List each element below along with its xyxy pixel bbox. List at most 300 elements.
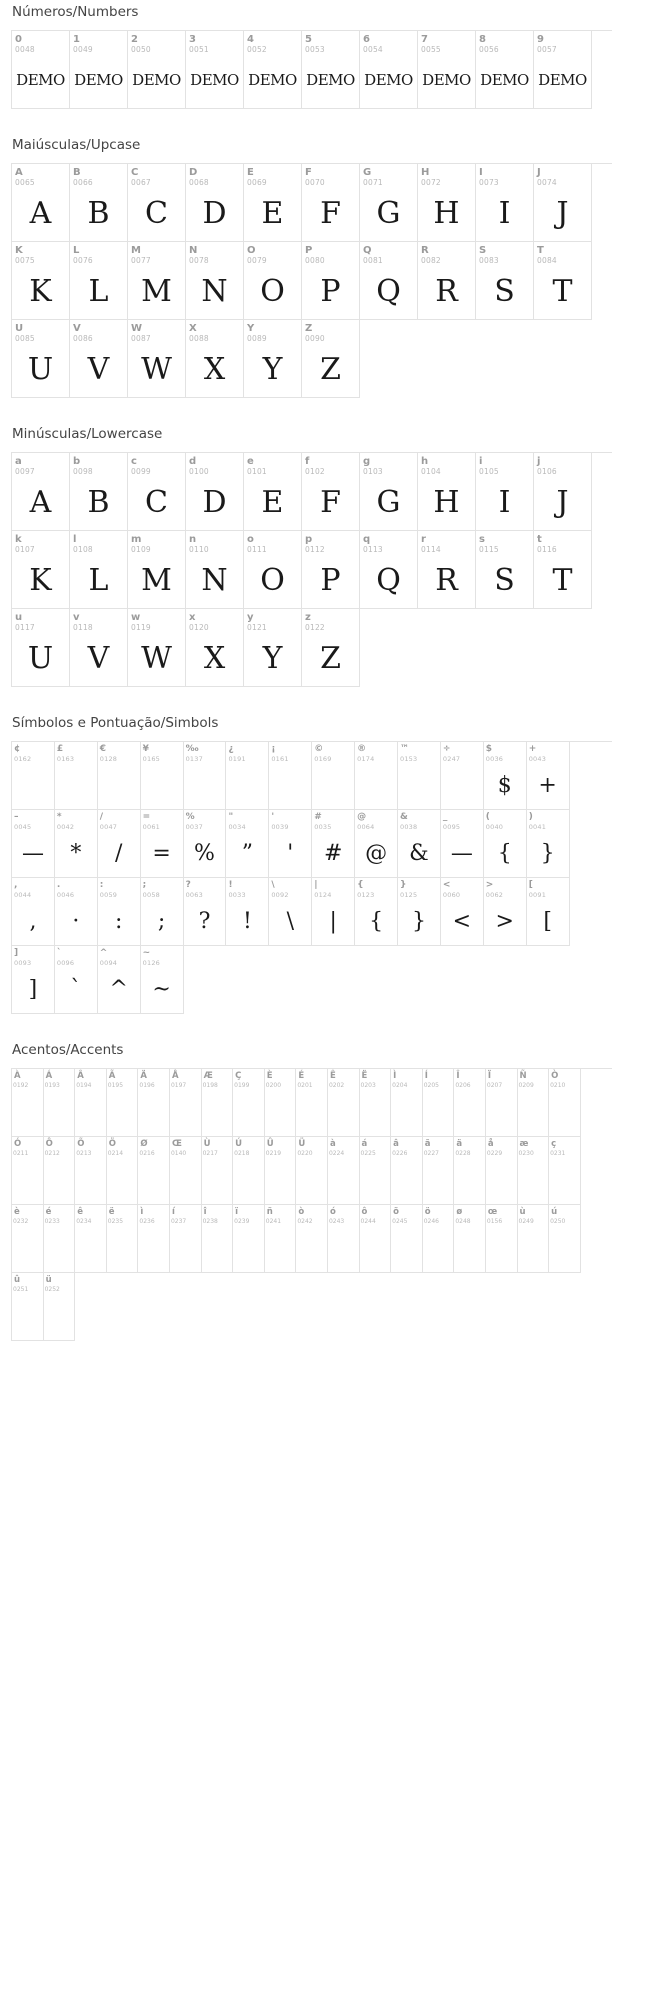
glyph-cell[interactable] <box>418 31 476 109</box>
glyph-cell[interactable] <box>527 878 570 946</box>
glyph-cell[interactable] <box>360 1205 392 1273</box>
glyph-cell[interactable] <box>202 1137 234 1205</box>
glyph-cell[interactable] <box>454 1137 486 1205</box>
glyph-cell[interactable] <box>549 1069 581 1137</box>
glyph-cell[interactable] <box>70 609 128 687</box>
glyph-cell[interactable] <box>312 810 355 878</box>
glyph-code-label: 0082 <box>421 256 441 265</box>
glyph-code-label: 0079 <box>247 256 267 265</box>
glyph-char-label: e <box>247 456 254 467</box>
glyph-sample: V <box>87 352 110 387</box>
glyph-code-label: 0066 <box>73 178 93 187</box>
glyph-char-label: ) <box>528 812 533 822</box>
glyph-cell[interactable] <box>391 1137 423 1205</box>
glyph-sample: T <box>552 274 573 309</box>
glyph-cell[interactable] <box>486 1137 518 1205</box>
glyph-char-label: W <box>131 323 143 334</box>
glyph-cell[interactable] <box>476 31 534 109</box>
glyph-cell[interactable] <box>418 164 476 242</box>
glyph-cell[interactable] <box>12 1273 44 1341</box>
glyph-code-label: 0123 <box>357 891 375 899</box>
glyph-cell[interactable] <box>138 1137 170 1205</box>
glyph-cell[interactable] <box>269 742 312 810</box>
glyph-cell[interactable] <box>418 531 476 609</box>
glyph-code-label: 0249 <box>518 1218 534 1225</box>
glyph-sample: % <box>194 841 215 866</box>
glyph-cell[interactable] <box>484 878 527 946</box>
glyph-code-label: 0214 <box>107 1150 124 1157</box>
glyph-cell[interactable] <box>138 1069 170 1137</box>
glyph-sample: Z <box>320 352 341 387</box>
glyph-cell[interactable] <box>12 1069 44 1137</box>
glyph-sample: DEMO <box>364 71 413 89</box>
glyph-cell[interactable] <box>244 242 302 320</box>
glyph-cell[interactable] <box>128 609 186 687</box>
glyph-cell[interactable] <box>549 1137 581 1205</box>
glyph-cell[interactable] <box>44 1069 76 1137</box>
glyph-cell[interactable] <box>518 1069 550 1137</box>
glyph-cell[interactable] <box>170 1137 202 1205</box>
glyph-cell[interactable] <box>441 742 484 810</box>
glyph-code-label: 0070 <box>305 178 325 187</box>
glyph-char-label: H <box>421 167 430 178</box>
glyph-cell[interactable] <box>12 1137 44 1205</box>
glyph-code-label: 0239 <box>234 1218 250 1225</box>
glyph-cell[interactable] <box>244 164 302 242</box>
glyph-cell[interactable] <box>302 320 360 398</box>
glyph-cell[interactable] <box>186 242 244 320</box>
glyph-code-label: 0117 <box>15 623 35 632</box>
glyph-code-label: 0251 <box>13 1286 29 1293</box>
glyph-char-label: ü <box>45 1275 52 1285</box>
glyph-sample: ~ <box>152 977 171 1002</box>
glyph-code-label: 0086 <box>73 334 93 343</box>
glyph-char-label: õ <box>393 1207 399 1217</box>
glyph-cell[interactable] <box>518 1205 550 1273</box>
glyph-code-label: 0096 <box>56 959 75 967</box>
glyph-cell[interactable] <box>355 810 398 878</box>
glyph-cell[interactable] <box>184 742 227 810</box>
glyph-cell[interactable] <box>186 531 244 609</box>
glyph-char-label: Ë <box>361 1071 368 1081</box>
glyph-cell[interactable] <box>398 742 441 810</box>
glyph-cell[interactable] <box>418 453 476 531</box>
glyph-code-label: 0229 <box>486 1150 503 1157</box>
glyph-code-label: 0206 <box>455 1082 471 1089</box>
glyph-char-label: b <box>73 456 81 467</box>
glyph-char-label: m <box>131 534 142 545</box>
glyph-char-label: ò <box>298 1207 305 1217</box>
glyph-cell[interactable] <box>55 946 98 1014</box>
glyph-section-uppercase <box>0 137 661 398</box>
glyph-cell[interactable] <box>233 1137 265 1205</box>
glyph-cell[interactable] <box>107 1137 139 1205</box>
glyph-sample: F <box>320 196 341 231</box>
glyph-code-label: 0111 <box>247 545 267 554</box>
glyph-cell[interactable] <box>423 1137 455 1205</box>
glyph-cell[interactable] <box>12 453 70 531</box>
glyph-sample: K <box>29 274 52 309</box>
glyph-code-label: 0195 <box>107 1082 124 1089</box>
glyph-code-label: 0108 <box>73 545 93 554</box>
glyph-cell[interactable] <box>484 810 527 878</box>
glyph-sample: ` <box>70 977 82 1002</box>
glyph-cell[interactable] <box>355 742 398 810</box>
glyph-cell[interactable] <box>98 878 141 946</box>
glyph-char-label: Ì <box>393 1071 397 1081</box>
glyph-cell[interactable] <box>70 31 128 109</box>
glyph-cell[interactable] <box>360 31 418 109</box>
glyph-cell[interactable] <box>244 320 302 398</box>
glyph-cell[interactable] <box>328 1205 360 1273</box>
glyph-code-label: 0113 <box>363 545 383 554</box>
glyph-cell[interactable] <box>296 1137 328 1205</box>
glyph-sample: L <box>88 563 109 598</box>
glyph-code-label: 0057 <box>537 45 557 54</box>
glyph-char-label: ñ <box>266 1207 273 1217</box>
glyph-code-label: 0165 <box>142 755 161 763</box>
glyph-cell[interactable] <box>302 31 360 109</box>
glyph-cell[interactable] <box>534 242 592 320</box>
glyph-char-label: } <box>400 880 407 890</box>
glyph-cell[interactable] <box>55 742 98 810</box>
glyph-sample: I <box>498 485 511 520</box>
glyph-cell[interactable] <box>296 1205 328 1273</box>
glyph-code-label: 0043 <box>528 755 547 763</box>
glyph-char-label: p <box>305 534 313 545</box>
glyph-char-label: M <box>131 245 141 256</box>
glyph-cell[interactable] <box>70 453 128 531</box>
glyph-cell[interactable] <box>244 453 302 531</box>
glyph-cell[interactable] <box>265 1137 297 1205</box>
glyph-cell[interactable] <box>269 878 312 946</box>
glyph-code-label: 0128 <box>99 755 118 763</box>
glyph-code-label: 0075 <box>15 256 35 265</box>
glyph-cell[interactable] <box>476 453 534 531</box>
glyph-code-label: 0106 <box>537 467 557 476</box>
glyph-code-label: 0046 <box>56 891 75 899</box>
glyph-char-label: Ç <box>235 1071 242 1081</box>
glyph-char-label: a <box>15 456 22 467</box>
glyph-cell[interactable] <box>184 878 227 946</box>
glyph-cell[interactable] <box>128 320 186 398</box>
glyph-cell[interactable] <box>527 810 570 878</box>
glyph-cell[interactable] <box>98 742 141 810</box>
glyph-code-label: 0232 <box>13 1218 29 1225</box>
glyph-char-label: à <box>329 1139 336 1149</box>
glyph-code-label: 0048 <box>15 45 35 54</box>
glyph-cell[interactable] <box>269 810 312 878</box>
glyph-code-label: 0077 <box>131 256 151 265</box>
glyph-code-label: 0071 <box>363 178 383 187</box>
glyph-cell[interactable] <box>70 531 128 609</box>
glyph-cell[interactable] <box>128 531 186 609</box>
glyph-cell[interactable] <box>107 1069 139 1137</box>
glyph-char-label: – <box>14 812 19 822</box>
glyph-cell[interactable] <box>12 320 70 398</box>
glyph-code-label: 0200 <box>265 1082 282 1089</box>
glyph-cell[interactable] <box>107 1205 139 1273</box>
glyph-cell[interactable] <box>12 31 70 109</box>
glyph-sample: | <box>329 909 337 934</box>
glyph-sample: — <box>450 841 473 866</box>
glyph-sample: S <box>494 274 515 309</box>
glyph-cell[interactable] <box>226 878 269 946</box>
glyph-cell[interactable] <box>141 742 184 810</box>
glyph-code-label: 0230 <box>518 1150 534 1157</box>
glyph-cell[interactable] <box>12 878 55 946</box>
glyph-char-label: ¡ <box>271 744 276 754</box>
glyph-cell[interactable] <box>170 1205 202 1273</box>
glyph-cell[interactable] <box>233 1069 265 1137</box>
glyph-code-label: 0060 <box>442 891 461 899</box>
glyph-grid-symbols <box>11 741 612 1014</box>
glyph-cell[interactable] <box>12 609 70 687</box>
glyph-cell[interactable] <box>141 946 184 1014</box>
glyph-cell[interactable] <box>391 1069 423 1137</box>
glyph-cell[interactable] <box>55 810 98 878</box>
glyph-cell[interactable] <box>128 453 186 531</box>
glyph-cell[interactable] <box>486 1069 518 1137</box>
glyph-cell[interactable] <box>98 946 141 1014</box>
glyph-cell[interactable] <box>360 1069 392 1137</box>
glyph-code-label: 0202 <box>328 1082 345 1089</box>
glyph-char-label: ä <box>456 1139 463 1149</box>
glyph-cell[interactable] <box>128 31 186 109</box>
glyph-cell[interactable] <box>12 810 55 878</box>
glyph-cell[interactable] <box>534 164 592 242</box>
glyph-cell[interactable] <box>360 242 418 320</box>
glyph-char-label: Á <box>45 1071 53 1081</box>
glyph-cell[interactable] <box>44 1273 76 1341</box>
glyph-sample: ' <box>287 841 294 866</box>
glyph-cell[interactable] <box>186 453 244 531</box>
glyph-sample: — <box>21 841 44 866</box>
glyph-cell[interactable] <box>398 878 441 946</box>
glyph-cell[interactable] <box>534 453 592 531</box>
glyph-sample: ; <box>157 909 166 934</box>
glyph-sample: } <box>411 909 426 934</box>
glyph-code-label: 0065 <box>15 178 35 187</box>
glyph-char-label: E <box>247 167 254 178</box>
glyph-cell[interactable] <box>98 810 141 878</box>
glyph-char-label: ' <box>271 812 275 822</box>
glyph-cell[interactable] <box>44 1137 76 1205</box>
glyph-char-label: 8 <box>479 34 486 45</box>
glyph-char-label: è <box>14 1207 20 1217</box>
glyph-cell[interactable] <box>296 1069 328 1137</box>
glyph-cell[interactable] <box>184 810 227 878</box>
glyph-cell[interactable] <box>75 1205 107 1273</box>
glyph-cell[interactable] <box>233 1205 265 1273</box>
glyph-cell[interactable] <box>265 1205 297 1273</box>
glyph-char-label: ã <box>424 1139 431 1149</box>
glyph-char-label: , <box>14 880 18 890</box>
glyph-cell[interactable] <box>226 742 269 810</box>
glyph-cell[interactable] <box>302 609 360 687</box>
glyph-cell[interactable] <box>398 810 441 878</box>
glyph-char-label: î <box>203 1207 207 1217</box>
glyph-cell[interactable] <box>441 878 484 946</box>
glyph-cell[interactable] <box>454 1205 486 1273</box>
glyph-code-label: 0047 <box>99 823 118 831</box>
glyph-code-label: 0199 <box>234 1082 250 1089</box>
glyph-char-label: P <box>305 245 313 256</box>
glyph-code-label: 0039 <box>271 823 289 831</box>
glyph-cell[interactable] <box>312 878 355 946</box>
glyph-char-label: å <box>487 1139 494 1149</box>
glyph-cell[interactable] <box>12 531 70 609</box>
glyph-cell[interactable] <box>328 1069 360 1137</box>
glyph-code-label: 0207 <box>486 1082 503 1089</box>
glyph-cell[interactable] <box>360 164 418 242</box>
glyph-cell[interactable] <box>70 164 128 242</box>
glyph-cell[interactable] <box>476 242 534 320</box>
section-title-symbols: Símbolos e Pontuação/Simbols <box>12 715 219 731</box>
glyph-sample: J <box>556 485 569 520</box>
glyph-sample: A <box>29 485 52 520</box>
glyph-code-label: 0204 <box>392 1082 408 1089</box>
glyph-sample: L <box>88 274 109 309</box>
glyph-code-label: 0072 <box>421 178 441 187</box>
glyph-cell[interactable] <box>534 31 592 109</box>
glyph-char-label: Œ <box>171 1139 182 1149</box>
glyph-char-label: h <box>421 456 429 467</box>
glyph-cell[interactable] <box>226 810 269 878</box>
glyph-sample: , <box>29 909 37 934</box>
glyph-sample: DEMO <box>422 71 471 89</box>
glyph-code-label: 0244 <box>360 1218 376 1225</box>
glyph-cell[interactable] <box>265 1069 297 1137</box>
glyph-cell[interactable] <box>70 242 128 320</box>
glyph-char-label: \ <box>271 880 275 890</box>
glyph-cell[interactable] <box>423 1069 455 1137</box>
glyph-cell[interactable] <box>418 242 476 320</box>
glyph-cell[interactable] <box>486 1205 518 1273</box>
glyph-cell[interactable] <box>312 742 355 810</box>
glyph-cell[interactable] <box>441 810 484 878</box>
glyph-char-label: í <box>171 1207 175 1217</box>
glyph-cell[interactable] <box>302 531 360 609</box>
glyph-cell[interactable] <box>360 453 418 531</box>
glyph-cell[interactable] <box>476 164 534 242</box>
glyph-char-label: ^ <box>99 948 108 958</box>
glyph-section-accents <box>0 1042 661 1341</box>
glyph-cell[interactable] <box>244 531 302 609</box>
glyph-cell[interactable] <box>244 31 302 109</box>
glyph-cell[interactable] <box>302 453 360 531</box>
glyph-char-label: © <box>314 744 324 754</box>
glyph-cell[interactable] <box>527 742 570 810</box>
glyph-cell[interactable] <box>534 531 592 609</box>
glyph-code-label: 0098 <box>73 467 93 476</box>
glyph-cell[interactable] <box>186 609 244 687</box>
glyph-sample: G <box>376 196 401 231</box>
glyph-cell[interactable] <box>302 164 360 242</box>
glyph-cell[interactable] <box>549 1205 581 1273</box>
glyph-sample: X <box>203 352 226 387</box>
glyph-char-label: Î <box>456 1071 460 1081</box>
glyph-cell[interactable] <box>75 1137 107 1205</box>
glyph-char-label: û <box>14 1275 21 1285</box>
glyph-char-label: J <box>537 167 541 178</box>
glyph-cell[interactable] <box>360 531 418 609</box>
glyph-cell[interactable] <box>44 1205 76 1273</box>
glyph-cell[interactable] <box>12 742 55 810</box>
glyph-code-label: 0252 <box>44 1286 60 1293</box>
glyph-cell[interactable] <box>202 1069 234 1137</box>
glyph-sample: E <box>261 196 284 231</box>
glyph-code-label: 0238 <box>202 1218 218 1225</box>
glyph-cell[interactable] <box>360 1137 392 1205</box>
glyph-section-symbols <box>0 715 661 1014</box>
glyph-char-label: ù <box>519 1207 526 1217</box>
glyph-code-label: 0218 <box>234 1150 250 1157</box>
glyph-char-label: q <box>363 534 371 545</box>
glyph-cell[interactable] <box>170 1069 202 1137</box>
glyph-char-label: Z <box>305 323 313 334</box>
glyph-cell[interactable] <box>12 1205 44 1273</box>
glyph-cell[interactable] <box>186 31 244 109</box>
glyph-cell[interactable] <box>70 320 128 398</box>
glyph-code-label: 0118 <box>73 623 93 632</box>
glyph-cell[interactable] <box>328 1137 360 1205</box>
glyph-code-label: 0119 <box>131 623 151 632</box>
glyph-cell[interactable] <box>355 878 398 946</box>
glyph-cell[interactable] <box>141 878 184 946</box>
glyph-cell[interactable] <box>138 1205 170 1273</box>
glyph-sample: ” <box>241 841 254 866</box>
glyph-cell[interactable] <box>186 164 244 242</box>
glyph-code-label: 0040 <box>485 823 504 831</box>
glyph-cell[interactable] <box>12 946 55 1014</box>
glyph-cell[interactable] <box>75 1069 107 1137</box>
glyph-cell[interactable] <box>128 242 186 320</box>
glyph-cell[interactable] <box>202 1205 234 1273</box>
glyph-cell[interactable] <box>423 1205 455 1273</box>
glyph-cell[interactable] <box>141 810 184 878</box>
glyph-cell[interactable] <box>244 609 302 687</box>
glyph-cell[interactable] <box>12 164 70 242</box>
glyph-cell[interactable] <box>476 531 534 609</box>
glyph-cell[interactable] <box>518 1137 550 1205</box>
glyph-code-label: 0212 <box>44 1150 60 1157</box>
glyph-code-label: 0081 <box>363 256 383 265</box>
glyph-code-label: 0078 <box>189 256 209 265</box>
glyph-cell[interactable] <box>454 1069 486 1137</box>
glyph-code-label: 0156 <box>486 1218 503 1225</box>
glyph-cell[interactable] <box>484 742 527 810</box>
glyph-code-label: 0045 <box>14 823 32 831</box>
glyph-grid-uppercase <box>11 163 612 398</box>
glyph-code-label: 0242 <box>297 1218 313 1225</box>
glyph-sample: V <box>87 641 110 676</box>
glyph-char-label: y <box>247 612 254 623</box>
glyph-code-label: 0213 <box>76 1150 92 1157</box>
glyph-cell[interactable] <box>302 242 360 320</box>
glyph-cell[interactable] <box>128 164 186 242</box>
glyph-sample: # <box>323 841 343 866</box>
glyph-sample: DEMO <box>480 71 529 89</box>
glyph-char-label: : <box>99 880 104 890</box>
glyph-cell[interactable] <box>55 878 98 946</box>
glyph-cell[interactable] <box>391 1205 423 1273</box>
glyph-cell[interactable] <box>186 320 244 398</box>
glyph-sample: U <box>27 352 54 387</box>
glyph-code-label: 0104 <box>421 467 441 476</box>
glyph-char-label: ! <box>228 880 233 890</box>
glyph-cell[interactable] <box>12 242 70 320</box>
